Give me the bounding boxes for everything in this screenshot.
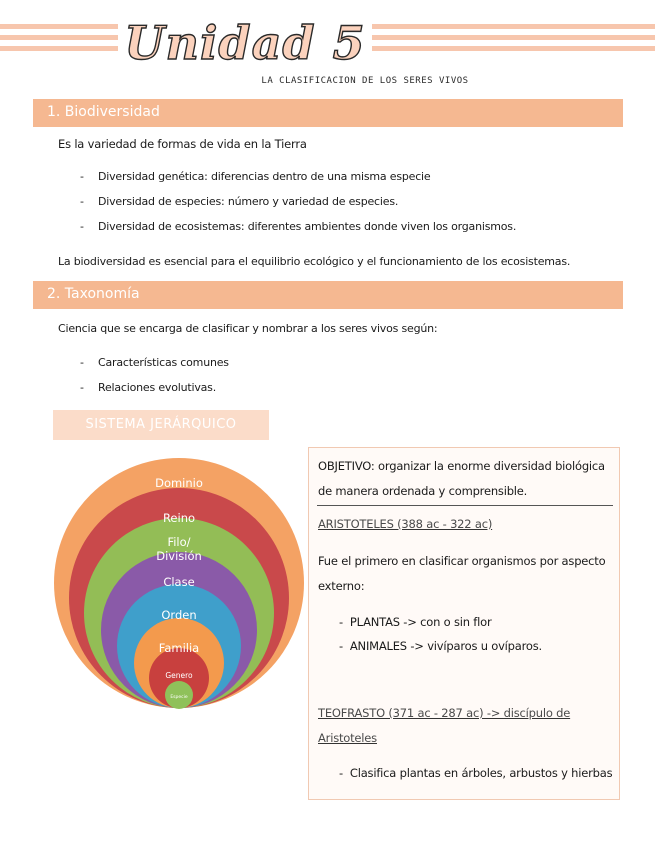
bullet-dash: -: [80, 381, 84, 394]
aristoteles-line-2: externo:: [318, 579, 365, 593]
taxonomy-hierarchy-diagram: [44, 450, 314, 720]
header-stripe-left-2: [0, 35, 118, 40]
header-stripe-left-1: [0, 24, 118, 29]
bullet-text: Características comunes: [98, 356, 229, 369]
bullet-dash: -: [80, 220, 84, 233]
list-item: [339, 635, 542, 657]
bullet-text: Relaciones evolutivas.: [98, 381, 216, 394]
section-heading: 2. Taxonomía: [47, 286, 140, 302]
divider: [317, 505, 613, 506]
header-stripe-right-1: [372, 24, 655, 29]
bullet-text: ANIMALES -> vivíparos u ovíparos.: [349, 639, 542, 653]
aristoteles-title: ARISTOTELES (388 ac - 322 ac): [318, 517, 493, 531]
label-genero: Genero: [165, 671, 193, 680]
objective-line-1: OBJETIVO: organizar la enorme diversidad biológica: [318, 459, 605, 473]
page-title: Unidad 5: [124, 16, 366, 70]
label-dominio: Dominio: [155, 476, 203, 490]
aristoteles-line-1: Fue el primero en clasificar organismos por aspecto: [318, 554, 606, 568]
teofrasto-line-2: Aristoteles: [318, 731, 377, 745]
label-filo: Filo/: [167, 535, 191, 549]
bullet-dash: -: [339, 766, 350, 780]
section-header-taxonomia: [33, 281, 623, 309]
bullet-dash: -: [339, 615, 350, 629]
page-subtitle: LA CLASIFICACION DE LOS SERES VIVOS: [261, 76, 469, 86]
bullet-dash: -: [80, 356, 84, 369]
bullet-text: Diversidad de especies: número y variedad de especies.: [98, 195, 399, 208]
teofrasto-line-1: TEOFRASTO (371 ac - 287 ac) -> discípulo de: [318, 706, 571, 720]
bullet-text: Diversidad de ecosistemas: diferentes ambientes donde viven los organismos.: [98, 220, 517, 233]
section-heading: 1. Biodiversidad: [47, 104, 160, 120]
header-stripe-left-3: [0, 46, 118, 51]
bullet-dash: -: [80, 170, 84, 183]
header-stripe-right-3: [372, 46, 655, 51]
label-clase: Clase: [163, 575, 195, 589]
bullet-dash: -: [339, 639, 350, 653]
taxonomia-intro: Ciencia que se encarga de clasificar y nombrar a los seres vivos según:: [58, 322, 438, 335]
bullet-text: PLANTAS -> con o sin flor: [349, 615, 492, 629]
list-item: [339, 611, 491, 633]
objective-line-2: de manera ordenada y comprensible.: [318, 484, 528, 498]
bullet-text: Diversidad genética: diferencias dentro de una misma especie: [98, 170, 431, 183]
bullet-text: Clasifica plantas en árboles, arbustos y hierbas: [349, 766, 613, 780]
list-item: [339, 762, 612, 784]
header-stripe-right-2: [372, 35, 655, 40]
label-division: División: [156, 549, 202, 563]
section-header-biodiversidad: [33, 99, 623, 127]
biodiversidad-intro: Es la variedad de formas de vida en la Tierra: [58, 137, 307, 151]
label-familia: Familia: [158, 641, 200, 655]
hierarchy-label-text: SISTEMA JERÁRQUICO: [85, 417, 237, 432]
bullet-dash: -: [80, 195, 84, 208]
hierarchy-label: [53, 410, 269, 440]
label-especie: Especie: [170, 695, 188, 700]
label-reino: Reino: [162, 511, 196, 525]
label-orden: Orden: [161, 608, 197, 622]
objective-box: [308, 447, 620, 800]
biodiversidad-conclusion: La biodiversidad es esencial para el equilibrio ecológico y el funcionamiento de los ecosistemas.: [58, 255, 571, 268]
